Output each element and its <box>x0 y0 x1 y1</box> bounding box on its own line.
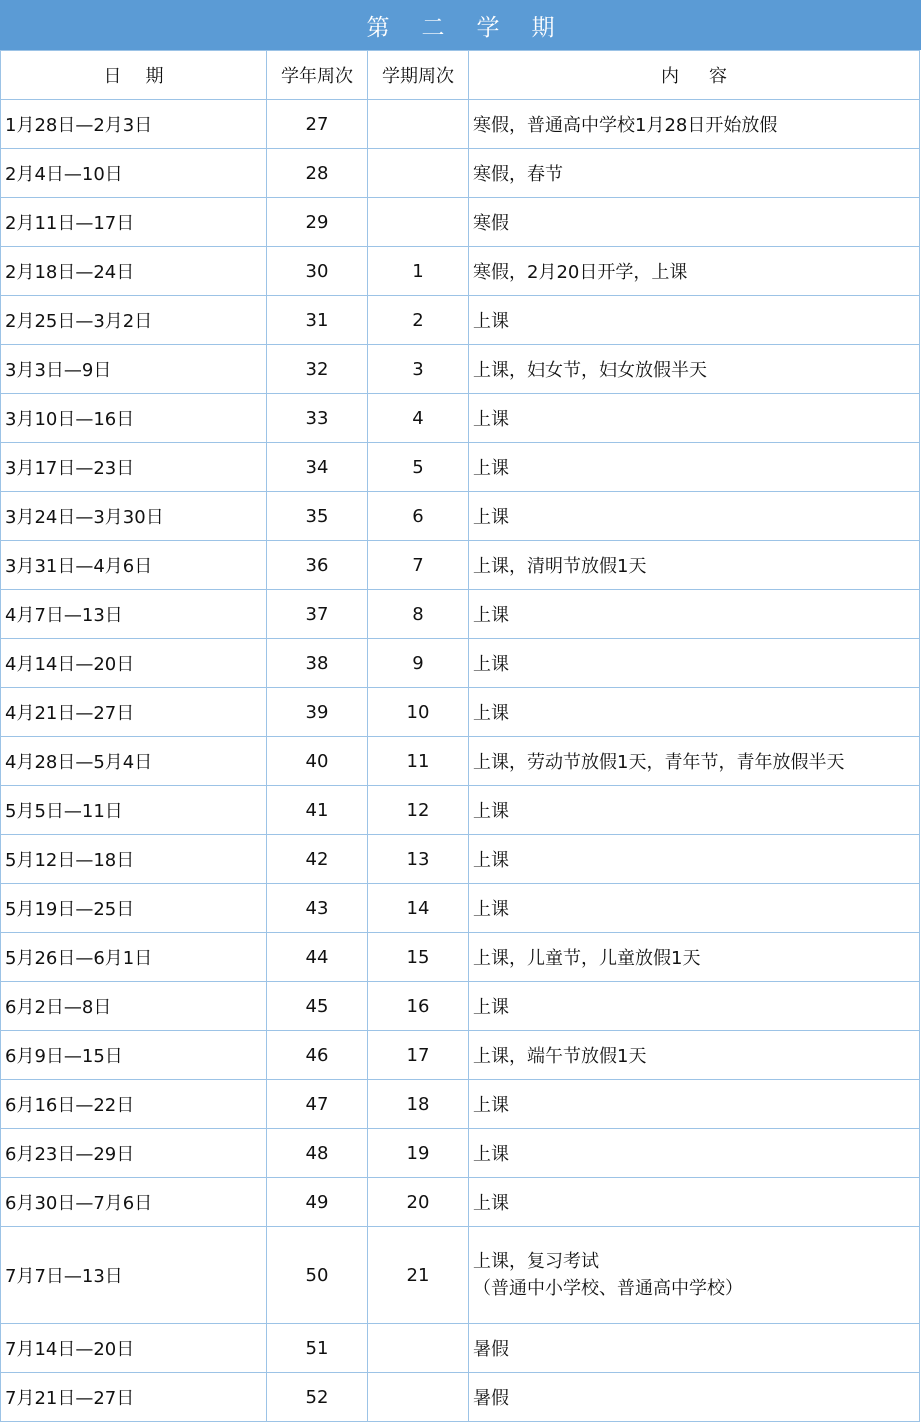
table-row <box>1 1129 920 1178</box>
content-cell: 寒假，2月20日开学，上课 <box>469 247 920 296</box>
content-cell: 上课 <box>469 639 920 688</box>
year-week-cell: 31 <box>267 296 368 345</box>
content-cell <box>469 1227 920 1324</box>
table-row <box>1 247 920 296</box>
content-cell: 上课 <box>469 835 920 884</box>
year-week-cell: 52 <box>267 1373 368 1422</box>
table-row <box>1 786 920 835</box>
table-row <box>1 1080 920 1129</box>
date-cell: 5月5日—11日 <box>1 786 267 835</box>
date-cell: 6月23日—29日 <box>1 1129 267 1178</box>
year-week-cell: 47 <box>267 1080 368 1129</box>
table-row <box>1 541 920 590</box>
table-row <box>1 639 920 688</box>
content-cell: 上课 <box>469 688 920 737</box>
semester-week-cell: 1 <box>368 247 469 296</box>
schedule-table <box>0 50 920 1422</box>
date-cell: 7月14日—20日 <box>1 1324 267 1373</box>
date-cell: 5月26日—6月1日 <box>1 933 267 982</box>
year-week-cell: 28 <box>267 149 368 198</box>
semester-week-cell <box>368 149 469 198</box>
year-week-cell: 39 <box>267 688 368 737</box>
content-cell: 寒假，普通高中学校1月28日开始放假 <box>469 100 920 149</box>
semester-week-cell: 17 <box>368 1031 469 1080</box>
header-row <box>1 51 920 100</box>
content-cell: 暑假 <box>469 1324 920 1373</box>
content-cell: 上课，端午节放假1天 <box>469 1031 920 1080</box>
content-cell: 暑假 <box>469 1373 920 1422</box>
content-cell: 上课 <box>469 786 920 835</box>
date-cell: 3月24日—3月30日 <box>1 492 267 541</box>
table-row <box>1 884 920 933</box>
semester-week-cell <box>368 1324 469 1373</box>
year-week-cell: 27 <box>267 100 368 149</box>
content-cell: 上课，儿童节，儿童放假1天 <box>469 933 920 982</box>
date-cell: 6月9日—15日 <box>1 1031 267 1080</box>
content-cell: 寒假，春节 <box>469 149 920 198</box>
year-week-cell: 42 <box>267 835 368 884</box>
semester-week-cell: 19 <box>368 1129 469 1178</box>
content-cell: 上课，清明节放假1天 <box>469 541 920 590</box>
semester-week-cell: 2 <box>368 296 469 345</box>
content-cell: 上课 <box>469 296 920 345</box>
year-week-cell: 33 <box>267 394 368 443</box>
semester-week-cell: 11 <box>368 737 469 786</box>
table-row <box>1 933 920 982</box>
table-row <box>1 198 920 247</box>
date-cell: 3月10日—16日 <box>1 394 267 443</box>
year-week-cell: 35 <box>267 492 368 541</box>
semester-week-cell: 20 <box>368 1178 469 1227</box>
table-row <box>1 835 920 884</box>
year-week-cell: 46 <box>267 1031 368 1080</box>
year-week-cell: 36 <box>267 541 368 590</box>
year-week-cell: 48 <box>267 1129 368 1178</box>
year-week-cell: 41 <box>267 786 368 835</box>
semester-week-cell: 3 <box>368 345 469 394</box>
year-week-cell: 30 <box>267 247 368 296</box>
content-cell: 上课，劳动节放假1天，青年节，青年放假半天 <box>469 737 920 786</box>
year-week-cell: 37 <box>267 590 368 639</box>
year-week-cell: 51 <box>267 1324 368 1373</box>
table-row <box>1 492 920 541</box>
table-row <box>1 1373 920 1422</box>
semester-week-cell <box>368 1373 469 1422</box>
table-row <box>1 1031 920 1080</box>
semester-week-cell: 21 <box>368 1227 469 1324</box>
year-week-cell: 43 <box>267 884 368 933</box>
content-cell: 上课 <box>469 982 920 1031</box>
year-week-cell: 50 <box>267 1227 368 1324</box>
table-row <box>1 688 920 737</box>
content-cell: 上课 <box>469 394 920 443</box>
content-cell: 上课 <box>469 884 920 933</box>
date-cell: 2月25日—3月2日 <box>1 296 267 345</box>
table-row <box>1 443 920 492</box>
header-content: 内容 <box>469 51 920 100</box>
semester-title: 第二学期 <box>0 0 921 50</box>
semester-week-cell: 12 <box>368 786 469 835</box>
table-row <box>1 1227 920 1324</box>
content-cell: 上课 <box>469 1080 920 1129</box>
date-cell: 6月16日—22日 <box>1 1080 267 1129</box>
table-row <box>1 345 920 394</box>
table-row <box>1 149 920 198</box>
date-cell: 6月30日—7月6日 <box>1 1178 267 1227</box>
date-cell: 7月21日—27日 <box>1 1373 267 1422</box>
content-cell: 寒假 <box>469 198 920 247</box>
semester-week-cell <box>368 198 469 247</box>
content-cell: 上课 <box>469 443 920 492</box>
table-row <box>1 1324 920 1373</box>
table-row <box>1 100 920 149</box>
year-week-cell: 44 <box>267 933 368 982</box>
semester-week-cell: 16 <box>368 982 469 1031</box>
semester-week-cell: 9 <box>368 639 469 688</box>
date-cell: 4月14日—20日 <box>1 639 267 688</box>
date-cell: 3月3日—9日 <box>1 345 267 394</box>
date-cell: 5月12日—18日 <box>1 835 267 884</box>
date-cell: 3月31日—4月6日 <box>1 541 267 590</box>
table-row <box>1 1178 920 1227</box>
content-cell: 上课，妇女节，妇女放假半天 <box>469 345 920 394</box>
semester-week-cell: 14 <box>368 884 469 933</box>
semester-week-cell: 10 <box>368 688 469 737</box>
semester-week-cell: 15 <box>368 933 469 982</box>
year-week-cell: 38 <box>267 639 368 688</box>
header-year-week: 学年周次 <box>267 51 368 100</box>
date-cell: 5月19日—25日 <box>1 884 267 933</box>
date-cell: 6月2日—8日 <box>1 982 267 1031</box>
content-note: （普通中小学校、普通高中学校） <box>473 1278 743 1299</box>
content-cell: 上课 <box>469 1178 920 1227</box>
date-cell: 2月11日—17日 <box>1 198 267 247</box>
date-cell: 2月4日—10日 <box>1 149 267 198</box>
year-week-cell: 40 <box>267 737 368 786</box>
table-row <box>1 590 920 639</box>
date-cell: 7月7日—13日 <box>1 1227 267 1324</box>
table-row <box>1 737 920 786</box>
year-week-cell: 29 <box>267 198 368 247</box>
table-row <box>1 394 920 443</box>
content-text: 上课，复习考试 <box>473 1251 599 1272</box>
header-date: 日期 <box>1 51 267 100</box>
semester-week-cell <box>368 100 469 149</box>
semester-week-cell: 7 <box>368 541 469 590</box>
content-cell: 上课 <box>469 1129 920 1178</box>
semester-week-cell: 5 <box>368 443 469 492</box>
date-cell: 4月28日—5月4日 <box>1 737 267 786</box>
semester-week-cell: 6 <box>368 492 469 541</box>
date-cell: 1月28日—2月3日 <box>1 100 267 149</box>
date-cell: 4月7日—13日 <box>1 590 267 639</box>
date-cell: 4月21日—27日 <box>1 688 267 737</box>
year-week-cell: 45 <box>267 982 368 1031</box>
date-cell: 2月18日—24日 <box>1 247 267 296</box>
year-week-cell: 32 <box>267 345 368 394</box>
semester-week-cell: 18 <box>368 1080 469 1129</box>
table-row <box>1 982 920 1031</box>
table-row <box>1 296 920 345</box>
semester-week-cell: 8 <box>368 590 469 639</box>
semester-week-cell: 13 <box>368 835 469 884</box>
date-cell: 3月17日—23日 <box>1 443 267 492</box>
content-cell: 上课 <box>469 590 920 639</box>
year-week-cell: 34 <box>267 443 368 492</box>
header-semester-week: 学期周次 <box>368 51 469 100</box>
year-week-cell: 49 <box>267 1178 368 1227</box>
semester-week-cell: 4 <box>368 394 469 443</box>
content-cell: 上课 <box>469 492 920 541</box>
